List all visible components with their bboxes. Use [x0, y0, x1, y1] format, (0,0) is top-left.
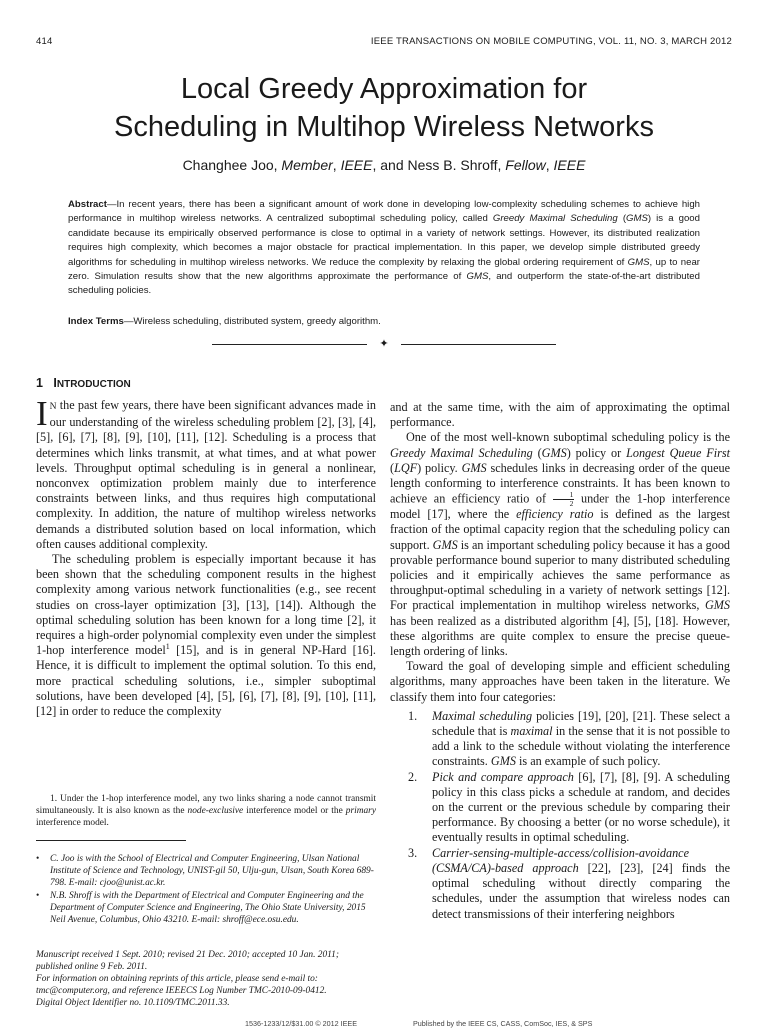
abstract-gms-2: GMS — [627, 256, 650, 268]
rp2-lqf-long: Longest Queue First — [626, 445, 730, 460]
abstract — [68, 198, 700, 299]
manuscript-received: Manuscript received 1 Sept. 2010; revised 21 Dec. 2010; accepted 10 Jan. 2011; published online 9 Feb. 2011. — [36, 950, 339, 972]
index-terms — [68, 316, 700, 327]
drop-cap: I — [36, 394, 48, 433]
abstract-paren: ( — [617, 213, 627, 225]
divider-rule-right — [401, 344, 556, 345]
section-heading — [36, 376, 131, 390]
divider-rule-left — [212, 344, 367, 345]
rp2-a: One of the most well-known suboptimal scheduling policy is the — [406, 430, 730, 445]
intro-paragraph-1-text: the past few years, there have been significant advances made in our understanding of the wireless scheduling problem [2], [3], [4], [5], [6], [7], [8], [9], [10], [11], [12]. Scheduling is a process that determines which links transmit, at what times, and at what power levels. Throughput optimal scheduling is in general a nonlinear, nonconvex optimization problem mainly due to interference constraints between links, and thus requires high computational complexity. In addition, the nature of multihop wireless networks demands a distributed solution based on local information, which often causes additional complexity. — [36, 398, 376, 551]
divider-star-icon: ✦ — [379, 338, 389, 350]
affiliations — [36, 853, 376, 927]
rp2-i: is an important scheduling policy because it has a good provable performance bound superior to many distributed scheduling policies and it empirically achieves the same performance as throughput-optimal scheduling in a variety of network settings [12]. For practical implementation in multihop wireless networks, — [390, 537, 731, 613]
abstract-text-1: In recent years, there has been a significant amount of work done in developing low-complexity scheduling schemes to achieve high performance in multihop wireless networks. A centralized suboptimal scheduling policy, called — [68, 199, 700, 225]
one-half-fraction — [553, 491, 575, 507]
rp2-lqf: LQF — [394, 460, 418, 475]
abstract-label: Abstract — [68, 199, 107, 210]
author-line — [0, 157, 768, 173]
rp2-gms-long: Greedy Maximal Scheduling — [390, 445, 533, 460]
rp2-e: ) policy. — [417, 460, 462, 475]
rp2-j: has been realized as a distributed algorithm [4], [5], [18]. However, these algorithms are quite complex to ensure the precise queue-length ordering of links. — [390, 613, 730, 659]
rp2-h: is defined as the largest fraction of the optimal capacity region that the scheduling policy can support. — [390, 507, 731, 552]
category-3-text: [22], [23], [24] finds the optimal scheduling without directly comparing the schedules, under the assumption that wireless nodes can detect transmissions of their interfering neighbors — [432, 860, 730, 921]
bullet-icon: • — [36, 854, 40, 864]
author-1-org: IEEE — [340, 157, 373, 173]
author-comma-1: , — [332, 157, 341, 173]
section-number: 1 — [36, 376, 43, 390]
footnote-text-b: interference model or the — [243, 806, 346, 816]
footnote — [36, 793, 376, 829]
footnote-em-1: node-exclusive — [187, 806, 244, 816]
section-title-rest: NTRODUCTION — [56, 379, 131, 390]
author-1-role: Member — [281, 157, 333, 173]
affiliation-text: N.B. Shroff is with the Department of Electrical and Computer Engineering and the Department of Computer Science and Engineering, The Ohio State University, 2015 Neil Avenue, Columbus, Ohio 43210. E-mail: shroff@ece.osu.edu. — [50, 891, 366, 925]
author-comma-2: , — [545, 157, 554, 173]
category-2-text: [6], [7], [8], [9]. A scheduling policy in this class picks a schedule at random, and decides on the current or the previous schedule by comparing their performance. By choosing a better (or no worse schedule), it eventually results in optimal scheduling. — [432, 769, 730, 845]
abstract-text-2: ) is a good candidate because its empirically observed performance is close to optimal in a variety of network settings. However, its distributed realization requires high complexity, which becomes a major obstacle for practical implementation. In this paper, we develop simple distributed greedy algorithms for scheduling in multihop wireless networks. We reduce the complexity by relaxing the global ordering requirement of — [68, 213, 700, 268]
right-paragraph-2 — [390, 430, 730, 659]
running-header — [36, 36, 732, 50]
category-item-3 — [390, 846, 730, 922]
category-head-1: Maximal scheduling — [432, 708, 533, 723]
category-number-3: 3. — [408, 845, 418, 860]
category-number-2: 2. — [408, 769, 418, 784]
index-terms-dash: — — [123, 316, 134, 327]
index-terms-text: Wireless scheduling, distributed system, greedy algorithm. — [133, 316, 381, 327]
abstract-gms-long: Greedy Maximal Scheduling — [492, 213, 618, 225]
intro-paragraph-2-text-a: The scheduling problem is especially important because it has been shown that the scheduling component results in the highest complexity among various network functionalities (e.g., see recent studies on cross-layer optimization [3], [13], [14]). Although the optimal scheduling solution has been known for a long time [2], it requires a high-order polynomial complexity even under the simplest 1-hop interference model — [36, 552, 376, 658]
category-number-1: 1. — [408, 708, 418, 723]
abstract-dash: — — [106, 199, 117, 210]
right-paragraph-1: and at the same time, with the aim of approximating the optimal performance. — [390, 400, 730, 430]
category-item-1 — [390, 709, 730, 770]
abstract-text-3: , up to near zero. Simulation results show that the new algorithms approximate the performance of — [68, 256, 700, 283]
copyright-strip — [245, 1019, 605, 1029]
rp2-gms-2: GMS — [461, 460, 487, 475]
rp2-d: ( — [390, 460, 395, 475]
category-list — [390, 709, 730, 922]
rp2-f: schedules links in decreasing order of the queue length conforming to interference constraints. It has been known to achieve an efficiency ratio of — [390, 460, 730, 506]
title-line-1: Local Greedy Approximation for — [180, 73, 588, 105]
footnote-text-c: interference model. — [36, 818, 109, 828]
rp2-c: ) policy or — [566, 445, 627, 460]
category-1-em: maximal — [510, 724, 553, 739]
left-column — [36, 394, 376, 719]
paper-title — [0, 70, 768, 146]
intro-paragraph-2-text-b: [15], and is in general NP-Hard [16]. Hence, it is difficult to implement the optimal solution. To this end, more practical scheduling solutions, i.e., simpler suboptimal solutions, have been developed [4], [5], [6], [7], [8], [9], [10], [11], [12] in order to reduce the complexity — [36, 643, 376, 719]
rp2-g: under the 1-hop interference model [17], where the — [390, 491, 730, 522]
section-title-initial: I — [53, 376, 57, 390]
journal-citation: IEEE TRANSACTIONS ON MOBILE COMPUTING, VOL. 11, NO. 3, MARCH 2012 — [370, 36, 732, 47]
rp2-efficiency-ratio: efficiency ratio — [516, 507, 594, 522]
footnote-marker[interactable]: 1 — [165, 642, 170, 652]
rp2-gms-4: GMS — [704, 598, 730, 613]
rp2-gms-3: GMS — [432, 537, 458, 552]
bullet-icon: • — [36, 891, 40, 901]
abstract-gms-3: GMS — [466, 271, 489, 283]
copyright-text: 1536-1233/12/$31.00 © 2012 IEEE — [245, 1019, 357, 1028]
right-paragraph-3: Toward the goal of developing simple and efficient scheduling algorithms, many approaches have been taken in the literature. We classify them into four categories: — [390, 659, 730, 704]
category-head-2: Pick and compare approach — [432, 769, 574, 784]
abstract-gms-1: GMS — [626, 213, 648, 225]
intro-paragraph-1 — [36, 394, 376, 552]
manuscript-info — [36, 949, 376, 1009]
author-2-role: Fellow — [505, 157, 546, 173]
affiliation-item — [36, 890, 376, 926]
affiliation-text: C. Joo is with the School of Electrical and Computer Engineering, Ulsan National Institute of Science and Technology, UNIST-gil 50, Ulju-gun, Ulsan, South Korea 689-798. E-mail: cjoo@unist.ac.kr. — [50, 854, 374, 888]
rp2-b: ( — [532, 445, 542, 460]
index-terms-label: Index Terms — [68, 316, 124, 327]
fraction-denominator: 2 — [569, 498, 574, 508]
author-joiner: , and Ness B. Shroff, — [372, 157, 506, 173]
drop-cap-smallcaps: N — [49, 402, 57, 412]
category-head-3: Carrier-sensing-multiple-access/collision-avoidance (CSMA/CA)-based approach — [432, 845, 689, 875]
page-number: 414 — [36, 36, 53, 47]
right-column — [390, 400, 730, 922]
publisher-text: Published by the IEEE CS, CASS, ComSoc, IES, & SPS — [413, 1019, 593, 1028]
footnote-em-2: primary — [345, 806, 376, 816]
affiliation-item — [36, 853, 376, 889]
category-1-gms: GMS — [490, 754, 516, 769]
rp2-gms-1: GMS — [541, 445, 567, 460]
category-item-2 — [390, 770, 730, 846]
abstract-text-4: , and outperform the state-of-the-art distributed scheduling policies. — [68, 271, 700, 297]
title-line-2: Scheduling in Multihop Wireless Networks — [114, 111, 654, 143]
fraction-numerator: 1 — [553, 491, 575, 500]
doi: Digital Object Identifier no. 10.1109/TMC.2011.33. — [36, 998, 230, 1008]
intro-paragraph-2 — [36, 552, 376, 719]
category-1-text-c: is an example of such policy. — [515, 754, 661, 769]
author-2-org: IEEE — [553, 157, 586, 173]
category-1-text-b: in the sense that it is not possible to add a link to the schedule without violating the interference constraints. — [432, 724, 730, 769]
section-divider — [212, 337, 556, 351]
author-1: Changhee Joo, — [182, 157, 282, 173]
footnote-rule — [36, 840, 186, 841]
reprints-info: For information on obtaining reprints of this article, please send e-mail to: tmc@computer.org, and reference IEEECS Log Number TMC-2010-09-0412. — [36, 974, 327, 996]
footnote-text-a: 1. Under the 1-hop interference model, any two links sharing a node cannot transmit simultaneously. It is also known as the — [36, 794, 376, 816]
category-1-text-a: policies [19], [20], [21]. These select a schedule that is — [432, 708, 730, 739]
